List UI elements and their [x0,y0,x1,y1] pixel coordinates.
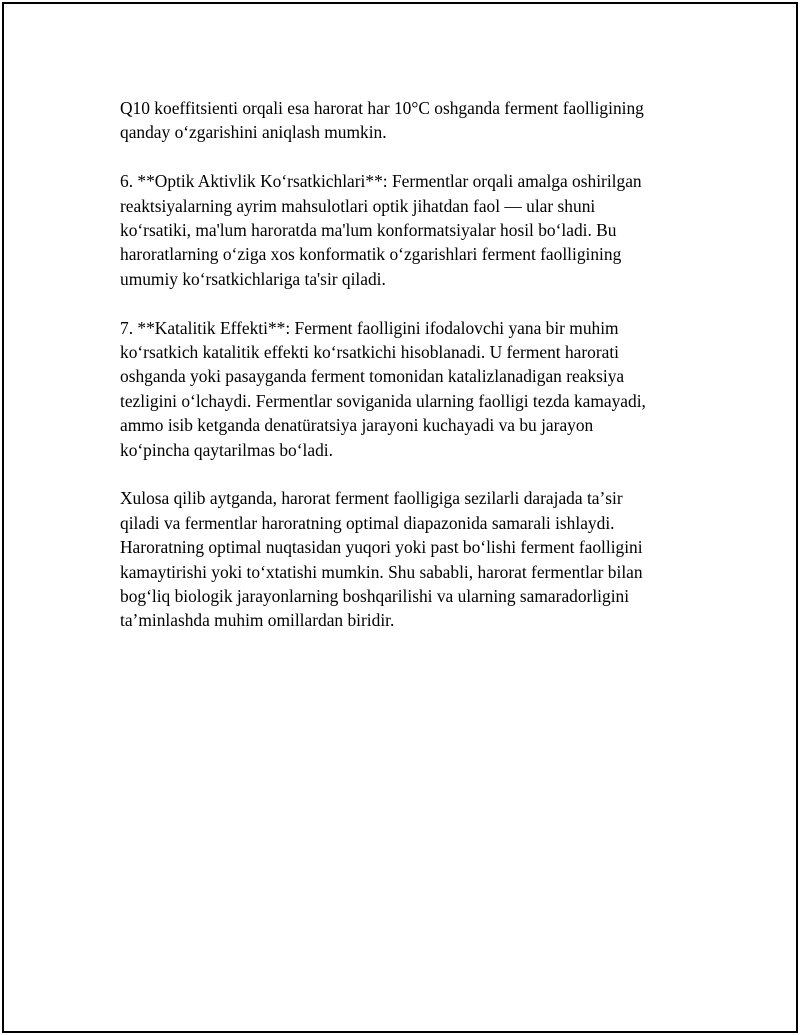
paragraph-q10: Q10 koeffitsienti orqali esa harorat har 10°C oshganda ferment faolligining qanday oʻzgarishini aniqlash mumkin. [120,98,644,143]
document-page [2,2,798,1033]
paragraph-conclusion: Xulosa qilib aytganda, harorat ferment faolligiga sezilarli darajada taʼsir qiladi va fermentlar haroratning optimal diapazonida samarali ishlaydi. Haroratning optimal nuqtasidan yuqori yoki past boʻlishi ferment faolligini kamaytirishi yoki toʻxtatishi mumkin. Shu sababli, harorat fermentlar bilan bogʻliq biologik jarayonlarning boshqarilishi va ularning samaradorligini taʼminlashda muhim omillardan biridir. [120,488,643,631]
document-body [120,96,686,657]
paragraph-optical-activity: 6. **Optik Aktivlik Koʻrsatkichlari**: Fermentlar orqali amalga oshirilgan reaktsiyalarning ayrim mahsulotlari optik jihatdan faol — ular shuni koʻrsatiki, ma'lum haroratda ma'lum konformatsiyalar hosil boʻladi. Bu haroratlarning oʻziga xos konformatik oʻzgarishlari ferment faolligining umumiy koʻrsatkichlariga ta'sir qiladi. [120,171,642,289]
paragraph-catalytic-effect: 7. **Katalitik Effekti**: Ferment faolligini ifodalovchi yana bir muhim koʻrsatkich katalitik effekti koʻrsatkichi hisoblanadi. U ferment harorati oshganda yoki pasayganda ferment tomonidan katalizlanadigan reaksiya tezligini oʻlchaydi. Fermentlar soviganida ularning faolligi tezda kamayadi, ammo isib ketganda denatüratsiya jarayoni kuchayadi va bu jarayon koʻpincha qaytarilmas boʻladi. [120,317,646,460]
